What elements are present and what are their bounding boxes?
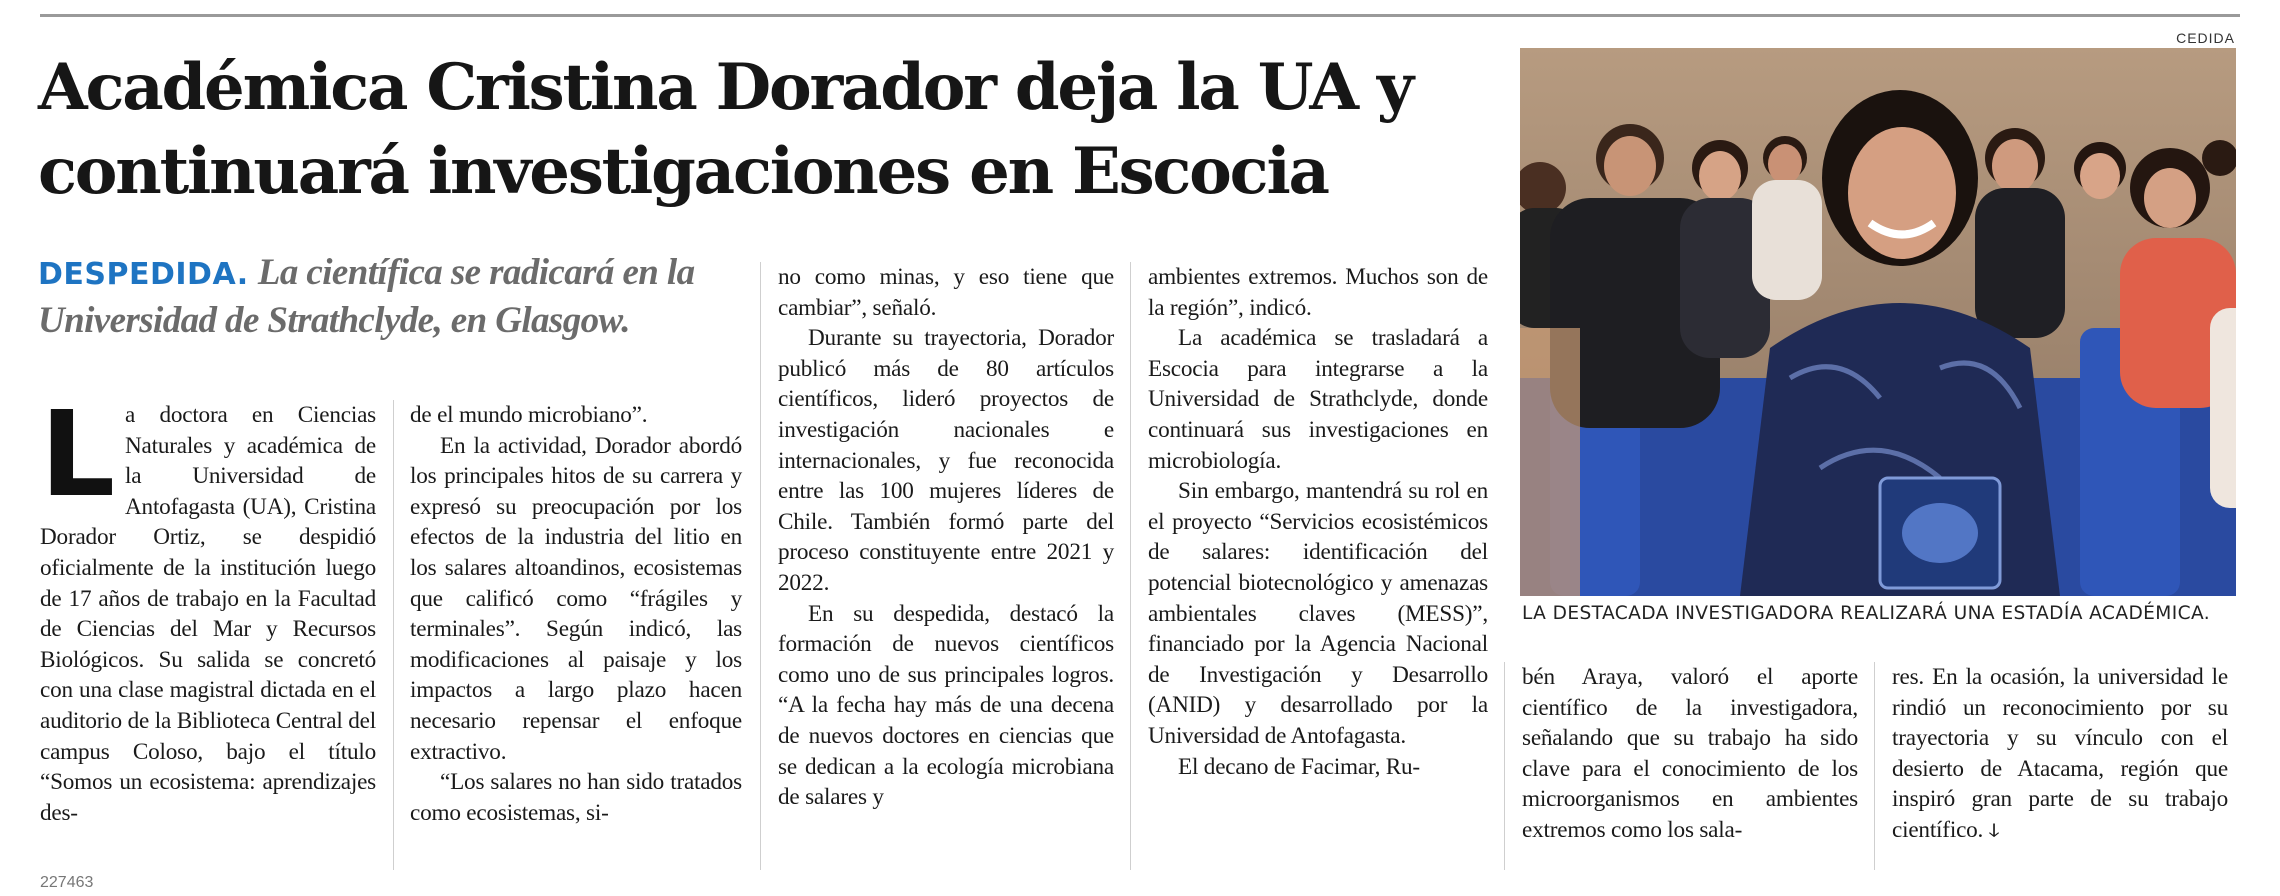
column-divider [393,400,394,870]
paragraph: bén Araya, valoró el aporte científico de la investigadora, señalando que su trabajo ha sido clave para el conocimiento de los microorganismos en ambientes extremos como los sala- [1522,664,1858,843]
paragraph: de el mundo microbiano”. [410,402,648,428]
article-column-3 [778,262,1114,813]
top-rule [40,14,2240,17]
article-column-4 [1148,262,1488,782]
article-photo [1520,48,2236,596]
paragraph: “Los salares no han sido tratados como ecosistemas, si- [410,769,742,826]
paragraph: El decano de Facimar, Ru- [1178,753,1420,780]
paragraph: En la actividad, Dorador abordó los principales hitos de su carrera y expresó su preocupación por los efectos de la industria del litio en los salares altoandinos, ecosistemas que calificó como “frágiles y terminales”. Según indicó, las modificaciones al paisaje y los impactos a largo plazo hacen necesario repensar el enfoque extractivo. [410,432,742,765]
column-divider [1874,662,1875,870]
photo-credit: CEDIDA [2176,30,2235,46]
column-divider [1130,262,1131,870]
end-mark-icon: ↆ [1988,817,2000,842]
paragraph [1892,662,2228,846]
headline: Académica Cristina Dorador deja la UA y continuará investigaciones en Escocia [38,50,1412,209]
paragraph: En su despedida, destacó la formación de nuevos científicos como uno de sus principales logros. “A la fecha hay más de una decena de nuevos doctores en ciencias que se dedican a la ecología microbiana de salares y [778,600,1114,811]
paragraph: La académica se trasladará a Escocia para integrarse a la Universidad de Strathclyde, donde continuará sus investigaciones en microbiología. [1148,325,1488,474]
paragraph: no como minas, y eso tiene que cambiar”, señaló. [778,264,1114,321]
article-column-5 [1522,662,1858,846]
article-column-2 [410,400,742,828]
column-divider [1504,662,1505,870]
deck-kicker: DESPEDIDA. [38,257,249,292]
paragraph: Sin embargo, mantendrá su rol en el proyecto “Servicios ecosistémicos de salares: identificación del potencial biotecnológico y amenazas ambientales claves (MESS)”, financiado por la Agencia Nacional de Investigación y Desarrollo (ANID) y desarrollado por la Universidad de Antofagasta. [1148,478,1488,749]
drop-cap: L [40,385,115,523]
deck [38,250,748,344]
photo-caption: LA DESTACADA INVESTIGADORA REALIZARÁ UNA ESTADÍA ACADÉMICA. [1522,603,2211,624]
page-code: 227463 [40,874,94,891]
column-divider [760,262,761,870]
paragraph: ambientes extremos. Muchos son de la región”, indicó. [1148,264,1488,321]
audience-photo-illustration [1520,48,2236,596]
article-column-1 [40,385,376,828]
paragraph: Durante su trayectoria, Dorador publicó más de 80 artículos científicos, lideró proyectos de investigación nacionales e internacionales, y fue reconocida entre las 100 mujeres líderes de Chile. También formó parte del proceso constituyente entre 2021 y 2022. [778,325,1114,596]
deck-subtitle: La científica se radicará en la Universidad de Strathclyde, en Glasgow. [38,252,695,341]
paragraph-text: res. En la ocasión, la universidad le rindió un reconocimiento por su trayectoria y su vínculo con el desierto de Atacama, región que inspiró gran parte de su trabajo científico. [1892,664,2228,843]
article-column-6 [1892,662,2228,846]
paragraph: a doctora en Ciencias Naturales y académica de la Universidad de Antofagasta (UA), Cristina Dorador Ortiz, se despidió oficialmente de la institución luego de 17 años de trabajo en la Facultad de Ciencias del Mar y Recursos Biológicos. Su salida se concretó con una clase magistral dictada en el auditorio de la Biblioteca Central del campus Coloso, bajo el título “Somos un ecosistema: aprendizajes des- [40,402,376,826]
